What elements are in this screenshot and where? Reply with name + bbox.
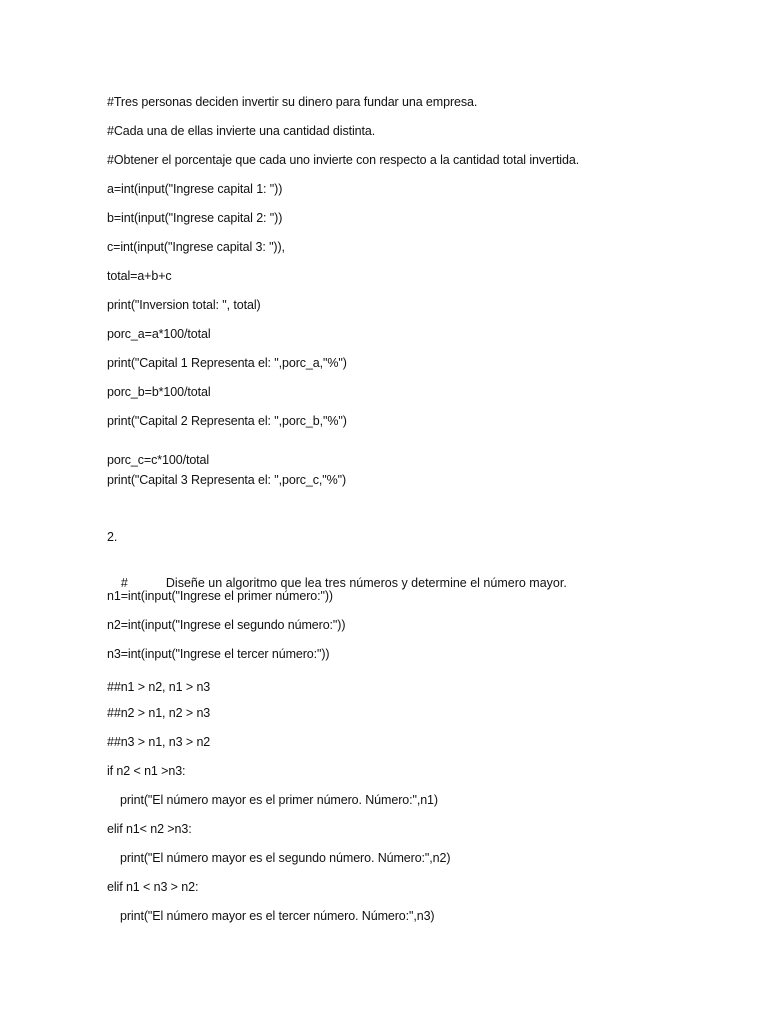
code-line-elif-1: elif n1< n2 >n3: bbox=[107, 822, 192, 836]
code-line-n2-input: n2=int(input("Ingrese el segundo número:")) bbox=[107, 618, 346, 632]
comment-line-3: #Obtener el porcentaje que cada uno invierte con respecto a la cantidad total invertida. bbox=[107, 153, 580, 167]
code-line-porc-b: porc_b=b*100/total bbox=[107, 385, 211, 399]
code-line-comment-n3: ##n3 > n1, n3 > n2 bbox=[107, 735, 211, 749]
code-line-n1-input: n1=int(input("Ingrese el primer número:")) bbox=[107, 589, 333, 603]
code-line-comment-n1: ##n1 > n2, n1 > n3 bbox=[107, 680, 211, 694]
code-line-a-input: a=int(input("Ingrese capital 1: ")) bbox=[107, 182, 283, 196]
code-line-print-n2: print("El número mayor es el segundo número. Número:",n2) bbox=[120, 851, 451, 865]
code-line-print-porc-a: print("Capital 1 Representa el: ",porc_a,"%") bbox=[107, 356, 347, 370]
code-line-if: if n2 < n1 >n3: bbox=[107, 764, 186, 778]
code-line-print-porc-c: print("Capital 3 Representa el: ",porc_c,"%") bbox=[107, 473, 347, 487]
code-line-n3-input: n3=int(input("Ingrese el tercer número:")) bbox=[107, 647, 330, 661]
code-line-print-n1: print("El número mayor es el primer número. Número:",n1) bbox=[120, 793, 438, 807]
code-line-porc-c: porc_c=c*100/total bbox=[107, 453, 210, 467]
comment-line-2: #Cada una de ellas invierte una cantidad distinta. bbox=[107, 124, 376, 138]
code-line-porc-a: porc_a=a*100/total bbox=[107, 327, 211, 341]
comment-line-1: #Tres personas deciden invertir su dinero para fundar una empresa. bbox=[107, 95, 478, 109]
code-line-b-input: b=int(input("Ingrese capital 2: ")) bbox=[107, 211, 283, 225]
code-line-print-n3: print("El número mayor es el tercer número. Número:",n3) bbox=[120, 909, 435, 923]
code-line-print-porc-b: print("Capital 2 Representa el: ",porc_b,"%") bbox=[107, 414, 347, 428]
code-line-comment-n2: ##n2 > n1, n2 > n3 bbox=[107, 706, 211, 720]
code-line-elif-2: elif n1 < n3 > n2: bbox=[107, 880, 199, 894]
code-line-c-input: c=int(input("Ingrese capital 3: ")), bbox=[107, 240, 285, 254]
comment-hash: # bbox=[120, 576, 128, 590]
comment-text: Diseñe un algoritmo que lea tres números y determine el número mayor. bbox=[165, 576, 567, 590]
code-line-total: total=a+b+c bbox=[107, 269, 172, 283]
code-line-print-total: print("Inversion total: ", total) bbox=[107, 298, 261, 312]
section-number: 2. bbox=[107, 530, 118, 544]
